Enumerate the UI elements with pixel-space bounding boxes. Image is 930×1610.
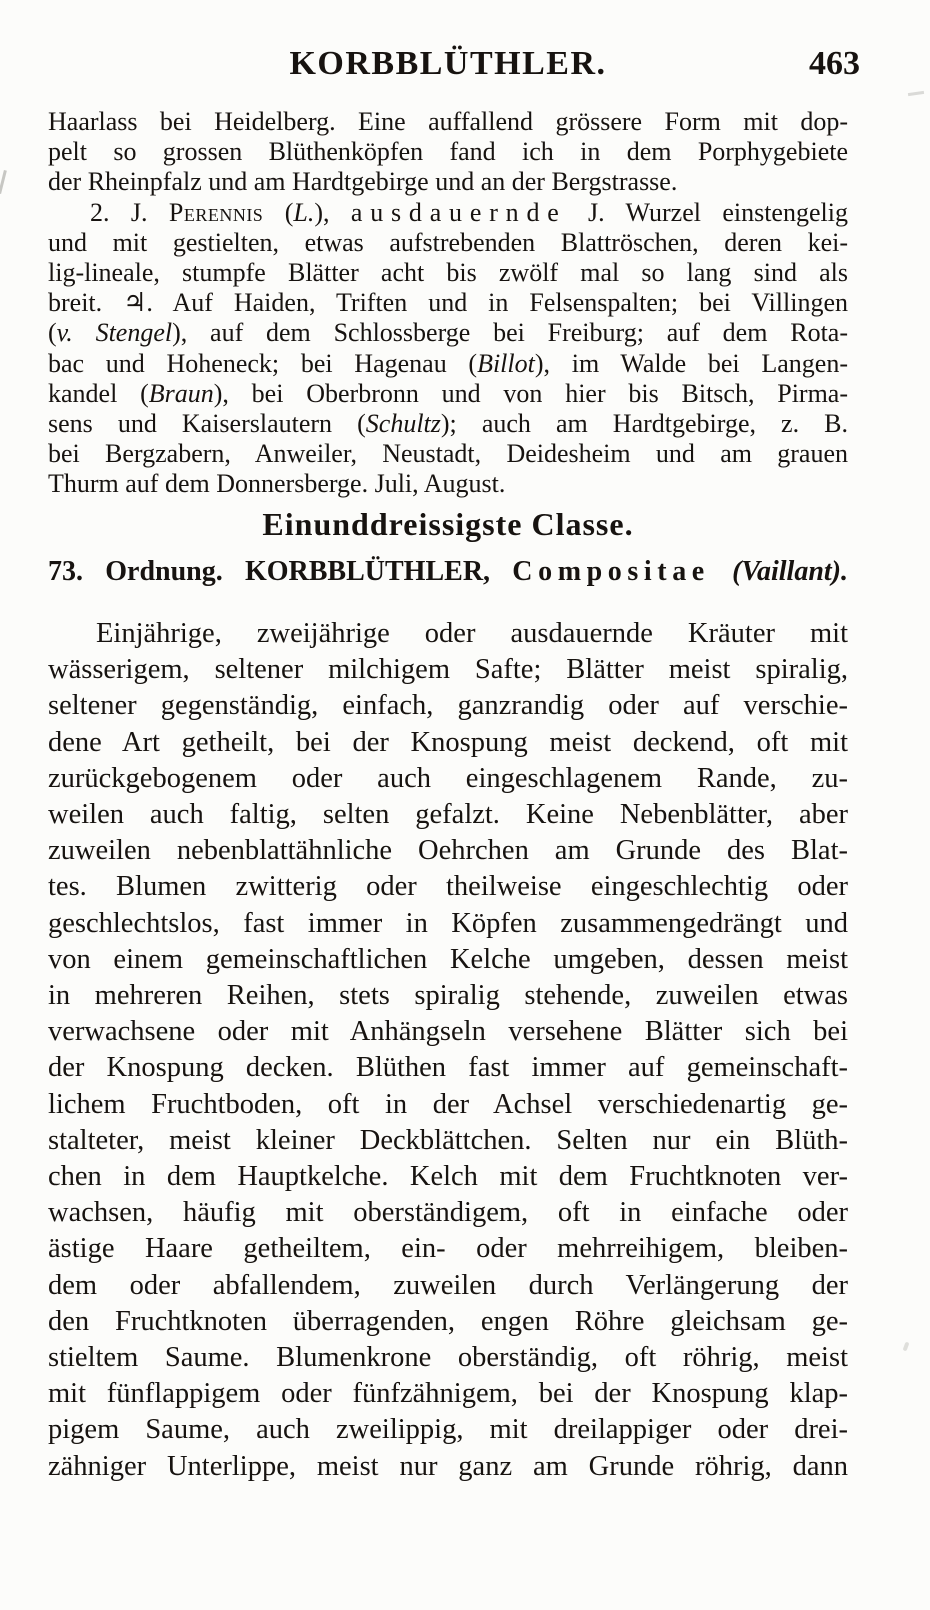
text-line xyxy=(48,1195,848,1231)
text-segment: der Rheinpfalz und am Hardtgebirge und an der Bergstrasse. xyxy=(48,167,678,197)
order-heading xyxy=(48,552,848,592)
running-header xyxy=(48,44,848,88)
text-segment: Thurm auf dem Donnersberge. Juli, August. xyxy=(48,469,506,499)
text-segment: wachsen, häufig mit oberständigem, oft in einfache oder xyxy=(48,1197,848,1229)
text-segment: lichem Fruchtboden, oft in der Achsel verschiedenartig ge- xyxy=(48,1088,848,1120)
text-line xyxy=(48,1268,848,1304)
text-line xyxy=(48,1340,848,1376)
text-line xyxy=(48,869,848,905)
text-segment: dene Art getheilt, bei der Knospung meist deckend, oft mit xyxy=(48,726,848,758)
text-line xyxy=(48,409,848,439)
text-segment: chen in dem Hauptkelche. Kelch mit dem Fruchtknoten ver- xyxy=(48,1161,848,1193)
text-segment: 2. J. xyxy=(90,197,169,227)
text-segment: ), im Walde bei Langen- xyxy=(534,348,848,378)
text-line xyxy=(48,107,848,137)
running-title: KORBBLÜTHLER. xyxy=(289,45,607,82)
text-segment: L. xyxy=(293,197,315,227)
continuation-paragraph xyxy=(48,107,848,198)
text-segment: bac und Hoheneck; bei Hagenau ( xyxy=(48,348,478,378)
text-segment: den Fruchtknoten überragenden, engen Röhre gleichsam ge- xyxy=(48,1305,848,1337)
text-segment: kandel ( xyxy=(48,378,149,408)
text-segment: Einjährige, zweijährige oder ausdauernde Kräuter mit xyxy=(96,618,848,649)
text-segment: weilen auch faltig, selten gefalzt. Keine Nebenblätter, aber xyxy=(48,799,848,831)
text-segment: geschlechtslos, fast immer in Köpfen zusammengedrängt und xyxy=(48,907,848,939)
scan-artifact xyxy=(908,91,924,96)
text-line xyxy=(48,906,848,942)
text-segment: in mehreren Reihen, stets spiralig stehende, zuweilen etwas xyxy=(48,980,848,1012)
text-line xyxy=(48,439,848,469)
text-line xyxy=(48,1087,848,1123)
text-line xyxy=(48,616,848,652)
text-segment: seltener gegenständig, einfach, ganzrandig oder auf verschie- xyxy=(48,690,848,722)
text-segment: zuweilen nebenblattähnliche Oehrchen am Grunde des Blat- xyxy=(48,835,848,867)
upper-text-block xyxy=(48,107,848,500)
text-segment xyxy=(710,556,732,587)
text-segment: sens und Kaiserslautern ( xyxy=(48,409,366,439)
text-segment: Compositae xyxy=(512,556,710,587)
text-segment: ), bei Oberbronn und von hier bis Bitsch, Pirma- xyxy=(213,378,849,408)
text-line xyxy=(48,318,848,348)
text-line xyxy=(48,1412,848,1448)
text-segment: lig-lineale, stumpfe Blätter acht bis zwölf mal so lang sind als xyxy=(48,258,848,288)
text-line xyxy=(48,288,848,318)
text-line xyxy=(48,1159,848,1195)
order-description-paragraph xyxy=(48,616,848,1485)
text-line xyxy=(48,978,848,1014)
text-line xyxy=(48,137,848,167)
text-line xyxy=(48,1050,848,1086)
text-line xyxy=(48,228,848,258)
text-segment: dem oder abfallendem, zuweilen durch Verlängerung der xyxy=(48,1269,848,1301)
text-segment: zähniger Unterlippe, meist nur ganz am Grunde röhrig, dann xyxy=(48,1450,848,1482)
text-line xyxy=(48,688,848,724)
class-heading: Einunddreissigste Classe. xyxy=(262,506,634,542)
text-segment: ausdauernde xyxy=(350,197,567,227)
text-line xyxy=(48,349,848,379)
text-segment: zurückgebogenem oder auch eingeschlagenem Rande, zu- xyxy=(48,762,848,794)
text-line xyxy=(48,1304,848,1340)
text-segment: tes. Blumen zwitterig oder theilweise eingeschlechtig oder xyxy=(48,871,848,903)
text-line xyxy=(48,198,848,228)
text-segment: Haarlass bei Heidelberg. Eine auffallend grössere Form mit dop- xyxy=(48,107,848,136)
text-segment: stalteter, meist kleiner Deckblättchen. Selten nur ein Blüth- xyxy=(48,1124,848,1156)
text-segment: Schultz xyxy=(365,409,441,439)
text-segment: und mit gestielten, etwas aufstrebenden Blattröschen, deren kei- xyxy=(48,227,848,257)
page-number: 463 xyxy=(809,45,860,82)
text-line xyxy=(48,1231,848,1267)
text-segment: J. Wurzel einstengelig xyxy=(566,197,848,227)
text-segment: bei Bergzabern, Anweiler, Neustadt, Deidesheim und am grauen xyxy=(48,439,848,469)
text-segment: breit. ♃. Auf Haiden, Triften und in Felsenspalten; bei Villingen xyxy=(48,288,848,318)
text-segment: verwachsene oder mit Anhängseln versehene Blätter sich bei xyxy=(48,1016,848,1048)
text-segment: Braun xyxy=(148,378,214,408)
text-line xyxy=(48,833,848,869)
text-segment: Billot xyxy=(477,348,535,378)
scan-artifact xyxy=(504,1464,508,1468)
text-line xyxy=(48,1014,848,1050)
species-entry-paragraph xyxy=(48,198,848,500)
text-segment: 73. Ordnung. KORBBLÜTHLER, xyxy=(48,556,513,587)
text-segment: (Vaillant). xyxy=(732,556,848,587)
text-segment: stieltem Saume. Blumenkrone oberständig, oft röhrig, meist xyxy=(48,1342,848,1374)
text-line xyxy=(48,469,848,499)
text-segment: v. Stengel xyxy=(56,318,173,348)
text-line xyxy=(48,652,848,688)
text-line xyxy=(48,379,848,409)
text-segment: ), auf dem Schlossberge bei Freiburg; auf dem Rota- xyxy=(172,318,848,348)
text-line xyxy=(48,942,848,978)
scan-artifact xyxy=(903,1342,910,1352)
text-line xyxy=(48,1123,848,1159)
text-segment: von einem gemeinschaftlichen Kelche umgeben, dessen meist xyxy=(48,943,848,975)
text-line xyxy=(48,258,848,288)
text-segment: ), xyxy=(314,197,351,227)
text-line xyxy=(48,552,848,592)
text-line xyxy=(48,725,848,761)
text-line xyxy=(48,761,848,797)
text-segment: pigem Saume, auch zweilippig, mit dreilappiger oder drei- xyxy=(48,1414,848,1446)
text-line xyxy=(48,167,848,197)
text-line xyxy=(48,797,848,833)
text-segment: pelt so grossen Blüthenköpfen fand ich in dem Porphygebiete xyxy=(48,137,848,167)
text-segment: ( xyxy=(48,318,57,348)
text-segment: Perennis xyxy=(168,197,264,227)
text-segment: der Knospung decken. Blüthen fast immer auf gemeinschaft- xyxy=(48,1052,848,1084)
scan-artifact xyxy=(0,170,7,194)
text-segment: wässerigem, seltener milchigem Safte; Blätter meist spiralig, xyxy=(48,654,848,686)
text-segment: ( xyxy=(263,197,294,227)
text-segment: ); auch am Hardtgebirge, z. B. xyxy=(440,409,848,439)
text-line xyxy=(48,1449,848,1485)
text-segment: mit fünflappigem oder fünfzähnigem, bei der Knospung klap- xyxy=(48,1378,848,1410)
text-line xyxy=(48,1376,848,1412)
text-segment: ästige Haare getheiltem, ein- oder mehrreihigem, bleiben- xyxy=(48,1233,848,1265)
